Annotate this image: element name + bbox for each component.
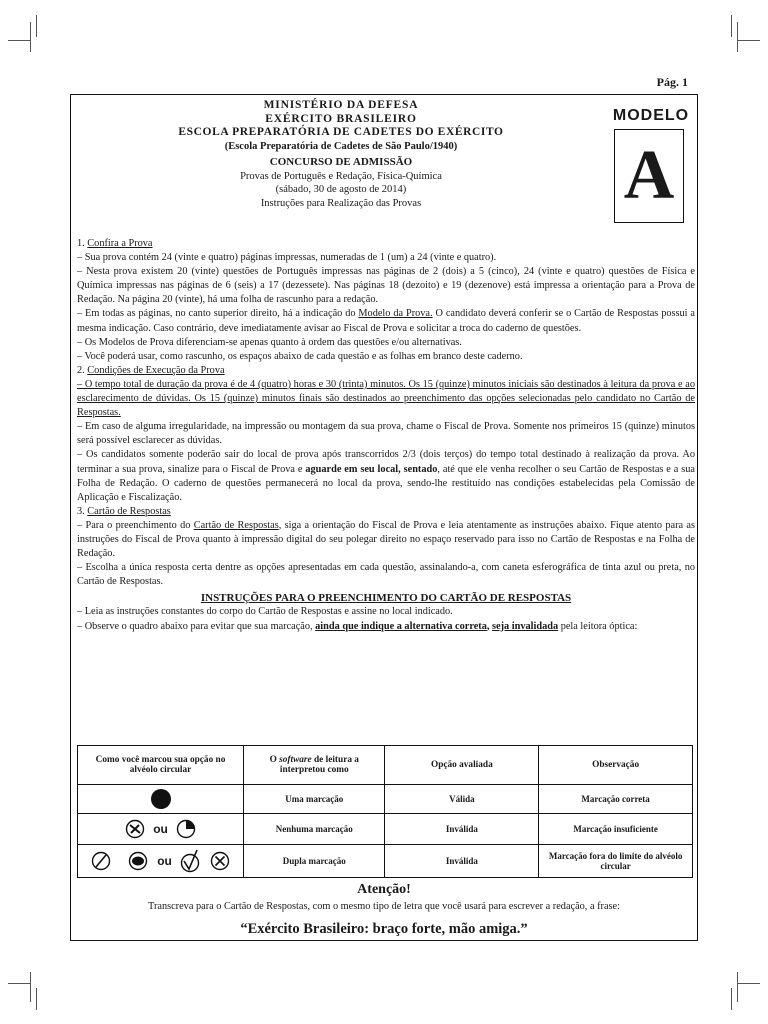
read-as-cell: Nenhuma marcação xyxy=(244,814,385,845)
contest-title: CONCURSO DE ADMISSÃO xyxy=(269,156,413,168)
crop-mark xyxy=(8,40,30,41)
crop-mark xyxy=(738,983,760,984)
crop-mark xyxy=(737,22,738,52)
paragraph: – Escolha a única resposta certa dentre as opções apresentadas em cada questão, assinalando-a, com caneta esferográfica de tinta azul ou preta, no Cartão de Respostas. xyxy=(77,562,695,588)
oval-mark-icon xyxy=(127,851,149,871)
army-motto: “Exército Brasileiro: braço forte, mão amiga.” xyxy=(240,921,528,937)
model-letter: A xyxy=(623,137,675,214)
transcribe-instruction: Transcreva para o Cartão de Respostas, com o mesmo tipo de letra que você usará para escrever a redação, a frase: xyxy=(148,901,620,912)
instructions-heading: Instruções para Realização das Provas xyxy=(260,197,422,209)
section-title: 1. Confira a Prova xyxy=(77,238,153,249)
model-letter-box xyxy=(614,129,684,223)
school-line: ESCOLA PREPARATÓRIA DE CADETES DO EXÉRCITO xyxy=(178,126,504,138)
evaluation-cell: Inválida xyxy=(385,814,539,845)
evaluation-cell: Inválida xyxy=(385,845,539,878)
school-subtitle: (Escola Preparatória de Cadetes de São Paulo/1940) xyxy=(224,140,458,152)
attention-heading: Atenção! xyxy=(357,882,411,897)
observation-cell: Marcação correta xyxy=(539,785,693,814)
observation-cell: Marcação fora do limite do alvéolo circular xyxy=(539,845,693,878)
table-row xyxy=(78,785,693,814)
paragraph: – Nesta prova existem 20 (vinte) questões de Português impressas nas páginas de 2 (dois) a 5 (cinco), 24 (vinte e quatro) questões de Física e Química impressas nas páginas de 6 (seis) a 17 (dezessete). Nas páginas 18 (dezoito) e 19 (dezenove) está impressa a orientação para a Prova de Redação. Na página 20 (vinte), há uma folha de rascunho para a redação. xyxy=(77,266,695,306)
army-line: EXÉRCITO BRASILEIRO xyxy=(265,112,417,125)
paragraph: – Em todas as páginas, no canto superior direito, há a indicação do Modelo da Prova. O candidato deverá conferir se o Cartão de Respostas possui a mesma indicação. Caso contrário, deve imediatamente avisar ao Fiscal de Prova e solicitar a troca do caderno de questões. xyxy=(77,308,696,334)
observation-cell: Marcação insuficiente xyxy=(539,814,693,845)
marking-examples-table xyxy=(77,745,693,878)
x-circle-icon xyxy=(210,851,230,871)
ministry-line: MINISTÉRIO DA DEFESA xyxy=(263,99,419,111)
paragraph: – Em caso de alguma irregularidade, na impressão ou montagem da sua prova, chame o Fiscal de Prova. Somente nos primeiros 15 (quinze) minutos será possível esclarecer as dúvidas. xyxy=(77,421,695,447)
crop-mark xyxy=(36,988,37,1010)
table-header-row xyxy=(78,746,693,785)
exam-frame xyxy=(70,94,698,941)
crop-mark xyxy=(36,15,37,37)
slashed-circle-icon xyxy=(91,851,111,871)
filled-circle-icon xyxy=(149,787,173,811)
crop-mark xyxy=(8,983,30,984)
evaluation-cell: Válida xyxy=(385,785,539,814)
exam-subjects: Provas de Português e Redação, Física-Química xyxy=(240,170,442,182)
exam-header xyxy=(71,99,611,210)
check-circle-icon xyxy=(180,849,200,873)
mark-example-cell: ou xyxy=(78,845,244,878)
paragraph: – Observe o quadro abaixo para evitar que sua marcação, ainda que indique a alternativa correta, seja invalidada pela leitora óptica: xyxy=(77,620,638,632)
paragraph: – Leia as instruções constantes do corpo do Cartão de Respostas e assine no local indicado. xyxy=(77,606,453,618)
exam-date: (sábado, 30 de agosto de 2014) xyxy=(275,184,407,195)
paragraph: – Para o preenchimento do Cartão de Respostas, siga a orientação do Fiscal de Prova e leia atentamente as instruções abaixo. Fique atento para as instruções do Fiscal de Prova quanto à impressão digital do seu polegar direito no espaço reservado para isso no Cartão de Respostas e na Folha de Redação. xyxy=(77,519,695,560)
model-label: MODELO xyxy=(612,107,690,124)
header-cell: Observação xyxy=(539,746,693,785)
crop-mark xyxy=(737,972,738,1002)
paragraph: – O tempo total de duração da prova é de 4 (quatro) horas e 30 (trinta) minutos. Os 15 (quinze) minutos iniciais são destinados à leitura da prova e ao esclarecimento de dúvidas. Os 15 (quinze) minutos finais são destinados ao preenchimento das opções selecionadas pelo candidato no Cartão de Respostas. xyxy=(77,378,695,419)
header-cell: Opção avaliada xyxy=(385,746,539,785)
mark-example-cell: ou xyxy=(78,814,244,845)
table-row xyxy=(78,845,693,878)
page-number: Pág. 1 xyxy=(656,75,688,89)
paragraph: – Os candidatos somente poderão sair do local de prova após transcorridos 2/3 (dois terços) do tempo total destinado à realização da prova. Ao terminar a sua prova, sinalize para o Fiscal de Prova e aguarde em seu local, sentado, até que ele venha recolher o seu Cartão de Respostas e a sua Folha de Redação. O caderno de questões permanecerá no local da prova, sendo-lhe restituído nas condições estabelecidas pela Comissão de Aplicação e Fiscalização. xyxy=(77,449,695,503)
crop-mark xyxy=(738,40,760,41)
read-as-cell: Dupla marcação xyxy=(244,845,385,878)
crop-mark xyxy=(731,15,732,37)
crop-mark xyxy=(30,972,31,1002)
read-as-cell: Uma marcação xyxy=(244,785,385,814)
partial-circle-icon xyxy=(176,819,196,839)
paragraph: – Sua prova contém 24 (vinte e quatro) páginas impressas, numeradas de 1 (um) a 24 (vinte e quatro). xyxy=(77,252,497,264)
header-cell: O software de leitura a interpretou como xyxy=(244,746,385,785)
section-title: 3. Cartão de Respostas xyxy=(77,505,171,517)
paragraph: – Você poderá usar, como rascunho, os espaços abaixo de cada questão e as folhas em branco deste caderno. xyxy=(77,350,523,362)
mark-example-cell xyxy=(78,785,244,814)
instructions-body xyxy=(77,237,695,634)
section-title: 2. Condições de Execução da Prova xyxy=(77,364,225,376)
table-row xyxy=(78,814,693,845)
crop-mark xyxy=(731,988,732,1010)
crossed-circle-icon xyxy=(125,819,145,839)
crop-mark xyxy=(30,22,31,52)
header-cell: Como você marcou sua opção no alvéolo circular xyxy=(78,746,244,785)
answer-card-instructions-title: INSTRUÇÕES PARA O PREENCHIMENTO DO CARTÃO DE RESPOSTAS xyxy=(200,592,572,605)
paragraph: – Os Modelos de Prova diferenciam-se apenas quanto à ordem das questões e/ou alternativas. xyxy=(77,336,462,348)
